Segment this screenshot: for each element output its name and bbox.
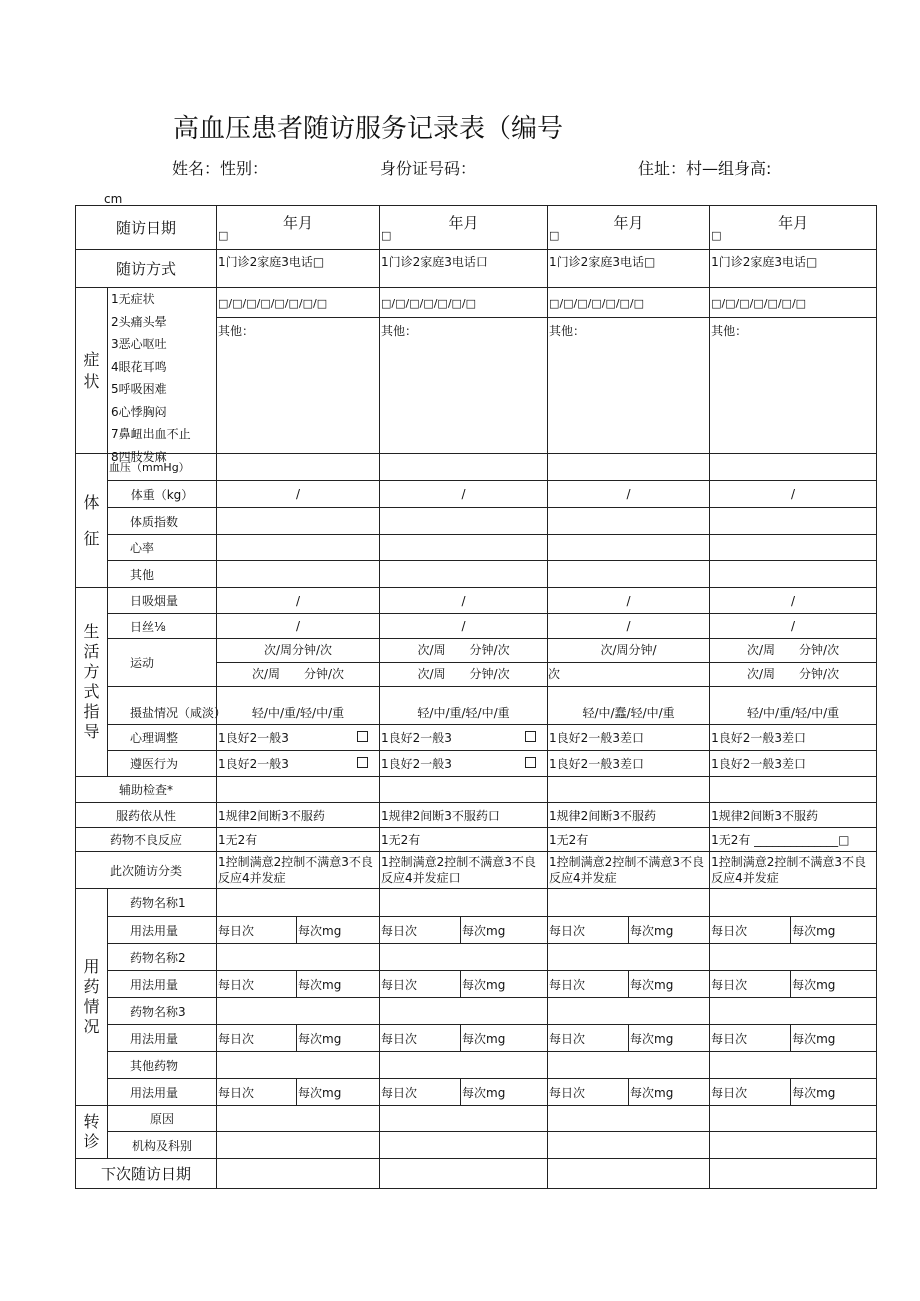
aux-exam-cell — [380, 777, 548, 803]
behavior-text: 1良好2一般3差口 — [711, 757, 806, 771]
next-date-cell — [548, 1159, 710, 1189]
date-text: 年月 — [283, 213, 314, 232]
symptom-group-label: 症 状 — [83, 349, 100, 391]
label-bmi: 体质指数 — [108, 508, 217, 535]
symptom-item: 5呼吸困难 — [111, 382, 167, 396]
usage-daily-cell: 每日次 — [217, 971, 297, 998]
drug-name-cell — [710, 1052, 877, 1079]
usage-daily-cell: 每日次 — [217, 1025, 297, 1052]
visit-date-cell — [217, 206, 380, 250]
usage-daily-cell: 每日次 — [380, 1025, 461, 1052]
drug-name-cell — [217, 1052, 380, 1079]
symptom-item: 8四肢发麻 — [111, 449, 167, 464]
reason-cell — [710, 1106, 877, 1132]
usage-dose-cell: 每次mg — [297, 1079, 380, 1106]
symptom-other: 其他： — [380, 318, 548, 454]
exercise-current: 次/周 分钟/次 — [380, 639, 547, 663]
table-row — [76, 725, 877, 751]
symptom-list — [108, 288, 217, 464]
psych-text: 1良好2一般3差口 — [549, 731, 644, 745]
checkbox-glyph: □ — [381, 228, 392, 242]
symptom-checks-text: □/□/□/□/□/□/□ — [711, 296, 807, 310]
exercise-cell — [548, 639, 710, 687]
label-smoking: 日吸烟量 — [108, 588, 217, 614]
symptom-item: 2头痛头晕 — [111, 314, 167, 329]
symptom-other: 其他： — [548, 318, 710, 454]
bmi-cell — [710, 508, 877, 535]
aux-exam-cell — [217, 777, 380, 803]
label-exercise: 运动 — [108, 639, 217, 687]
heart-rate-cell — [548, 535, 710, 561]
table-row — [76, 998, 877, 1025]
table-row — [76, 1052, 877, 1079]
usage-dose-cell: 每次mg — [629, 1079, 710, 1106]
reason-cell — [217, 1106, 380, 1132]
table-row — [76, 1132, 877, 1159]
behavior-cell — [548, 751, 710, 777]
heart-rate-cell — [380, 535, 548, 561]
exercise-current: 次/周 分钟/次 — [710, 639, 876, 663]
referral-group-label: 转 诊 — [83, 1112, 100, 1151]
table-row — [76, 481, 877, 508]
usage-daily-cell: 每日次 — [380, 917, 461, 944]
visit-method-cell: 1门诊2家庭3电话□ — [217, 250, 380, 288]
table-row — [76, 687, 877, 725]
label-other-sign: 其他 — [108, 561, 217, 588]
other-sign-cell — [548, 561, 710, 588]
exercise-current: 次/周分钟/ — [548, 639, 709, 663]
visit-method-cell: 1门诊2家庭3电话□ — [548, 250, 710, 288]
exercise-cell — [710, 639, 877, 687]
symptom-item: 1无症状 — [111, 292, 155, 306]
usage-daily-cell: 每日次 — [710, 1079, 791, 1106]
table-row — [76, 1079, 877, 1106]
bp-cell — [380, 454, 548, 481]
med-compliance-cell: 1规律2间断3不服药 — [710, 803, 877, 828]
drug-name-cell — [548, 944, 710, 971]
label-usage: 用法用量 — [108, 1025, 217, 1052]
table-row — [76, 206, 877, 250]
med-compliance-cell: 1规律2间断3不服药 — [548, 803, 710, 828]
table-row — [76, 1159, 877, 1189]
table-row — [76, 828, 877, 852]
drug-name-cell — [217, 998, 380, 1025]
exercise-target: 次/周 分钟/次 — [417, 667, 510, 681]
aux-exam-cell — [548, 777, 710, 803]
exercise-current: 次/周分钟/次 — [217, 639, 379, 663]
table-row — [76, 614, 877, 639]
label-drug2: 药物名称2 — [108, 944, 217, 971]
usage-dose-cell: 每次mg — [629, 1025, 710, 1052]
bp-cell — [548, 454, 710, 481]
followup-table — [75, 205, 877, 1189]
med-compliance-cell: 1规律2间断3不服药口 — [380, 803, 548, 828]
table-row — [76, 944, 877, 971]
bmi-cell — [548, 508, 710, 535]
drug-name-cell — [710, 889, 877, 917]
psych-text: 1良好2一般3差口 — [711, 731, 806, 745]
usage-daily-cell: 每日次 — [548, 917, 629, 944]
institution-cell — [380, 1132, 548, 1159]
visit-date-cell — [380, 206, 548, 250]
usage-dose-cell: 每次mg — [297, 971, 380, 998]
usage-daily-cell: 每日次 — [548, 971, 629, 998]
heart-rate-cell — [710, 535, 877, 561]
classification-text: 1控制满意2控制不满意3不良反应4并发症 — [711, 855, 866, 885]
group-medication — [76, 889, 108, 1106]
usage-daily-cell: 每日次 — [217, 917, 297, 944]
drug-name-cell — [548, 889, 710, 917]
symptom-checks-text: □/□/□/□/□/□/□ — [381, 296, 477, 310]
table-row — [76, 508, 877, 535]
usage-dose-cell: 每次mg — [461, 971, 548, 998]
weight-cell: / — [217, 481, 380, 508]
bmi-cell — [380, 508, 548, 535]
usage-dose-cell: 每次mg — [461, 917, 548, 944]
height-unit: cm — [104, 192, 123, 206]
usage-dose-cell: 每次mg — [297, 917, 380, 944]
other-sign-cell — [710, 561, 877, 588]
other-sign-cell — [217, 561, 380, 588]
salt-cell: 轻/中/重/轻/中/重 — [710, 687, 877, 725]
drug-name-cell — [548, 998, 710, 1025]
table-row — [76, 561, 877, 588]
checkbox-square — [525, 731, 536, 742]
drug-name-cell — [380, 944, 548, 971]
checkbox-square — [525, 757, 536, 768]
salt-cell: 轻/中/重/轻/中/重 — [380, 687, 548, 725]
label-usage: 用法用量 — [108, 1079, 217, 1106]
bp-cell — [217, 454, 380, 481]
psych-cell — [710, 725, 877, 751]
usage-daily-cell: 每日次 — [380, 1079, 461, 1106]
symptom-item: 7鼻衄出血不止 — [111, 427, 191, 441]
label-salt: 摄盐情况（咸淡） — [108, 687, 217, 725]
symptom-checks — [548, 288, 710, 318]
next-date-cell — [217, 1159, 380, 1189]
label-heart-rate: 心率 — [108, 535, 217, 561]
other-sign-cell — [380, 561, 548, 588]
sign-group-label: 体 征 — [83, 492, 100, 548]
drug-name-cell — [548, 1052, 710, 1079]
date-text: 年月 — [613, 213, 644, 232]
label-usage: 用法用量 — [108, 917, 217, 944]
checkbox-glyph: □ — [711, 228, 722, 242]
classification-text: 1控制满意2控制不满意3不良反应4并发症口 — [381, 855, 536, 885]
label-next-date: 下次随访日期 — [76, 1159, 217, 1189]
usage-dose-cell: 每次mg — [461, 1079, 548, 1106]
drug-name-cell — [380, 1052, 548, 1079]
usage-daily-cell: 每日次 — [548, 1025, 629, 1052]
psych-cell — [217, 725, 380, 751]
visit-date-cell — [710, 206, 877, 250]
symptom-checks-text: □/□/□/□/□/□/□ — [549, 296, 645, 310]
symptom-item: 4眼花耳鸣 — [111, 359, 167, 374]
drinking-cell: / — [548, 614, 710, 639]
exercise-target: 次/周 分钟/次 — [747, 667, 840, 681]
smoking-cell: / — [380, 588, 548, 614]
table-row — [76, 1106, 877, 1132]
classification-cell — [710, 852, 877, 889]
adverse-cell: 1无2有 — [380, 828, 548, 852]
usage-daily-cell: 每日次 — [217, 1079, 297, 1106]
behavior-text: 1良好2一般3 — [218, 757, 289, 771]
symptom-other: 其他： — [217, 318, 380, 454]
psych-cell — [548, 725, 710, 751]
salt-cell: 轻/中/蠢/轻/中/重 — [548, 687, 710, 725]
bp-cell — [710, 454, 877, 481]
table-row — [76, 803, 877, 828]
usage-dose-cell: 每次mg — [791, 1079, 877, 1106]
usage-daily-cell: 每日次 — [710, 1025, 791, 1052]
group-referral — [76, 1106, 108, 1159]
group-symptom — [76, 288, 108, 454]
symptom-checks — [380, 288, 548, 318]
exercise-cell — [380, 639, 548, 687]
lifestyle-group-label: 生 活 方 式 指 导 — [83, 622, 100, 741]
table-row — [76, 288, 877, 318]
label-classification: 此次随访分类 — [76, 852, 217, 889]
label-visit-date: 随访日期 — [76, 206, 217, 250]
classification-text: 1控制满意2控制不满意3不良反应4并发症 — [549, 855, 704, 885]
label-aux-exam: 辅助检查* — [76, 777, 217, 803]
adverse-cell: 1无2有 — [548, 828, 710, 852]
visit-date-cell — [548, 206, 710, 250]
weight-cell: / — [380, 481, 548, 508]
table-row — [76, 889, 877, 917]
usage-daily-cell: 每日次 — [710, 917, 791, 944]
table-row — [76, 777, 877, 803]
usage-dose-cell: 每次mg — [629, 971, 710, 998]
drug-name-cell — [710, 944, 877, 971]
smoking-cell: / — [217, 588, 380, 614]
symptom-checks-text: □/□/□/□/□/□/□/□ — [218, 296, 328, 310]
institution-cell — [217, 1132, 380, 1159]
label-reason: 原因 — [108, 1106, 217, 1132]
date-text: 年月 — [448, 213, 479, 232]
group-signs — [76, 454, 108, 588]
table-row — [76, 1025, 877, 1052]
label-drinking: 日丝⅛ — [108, 614, 217, 639]
table-row — [76, 917, 877, 944]
aux-exam-cell — [710, 777, 877, 803]
table-row — [76, 971, 877, 998]
label-med-compliance: 服药依从性 — [76, 803, 217, 828]
date-text: 年月 — [778, 213, 809, 232]
label-bp: 血压（mmHg） — [108, 454, 217, 481]
address-height-field: 住址：村—组身高: — [638, 159, 772, 178]
behavior-cell — [380, 751, 548, 777]
next-date-cell — [380, 1159, 548, 1189]
behavior-text: 1良好2一般3 — [381, 757, 452, 771]
symptom-checks — [710, 288, 877, 318]
symptom-other: 其他： — [710, 318, 877, 454]
salt-cell: 轻/中/重/轻/中/重 — [217, 687, 380, 725]
usage-dose-cell: 每次mg — [791, 917, 877, 944]
weight-cell: / — [548, 481, 710, 508]
medication-group-label: 用 药 情 况 — [83, 957, 100, 1036]
adverse-cell: 1无2有 ______________□ — [710, 828, 877, 852]
checkbox-square — [357, 757, 368, 768]
visit-method-cell: 1门诊2家庭3电话□ — [710, 250, 877, 288]
drinking-cell: / — [710, 614, 877, 639]
symptom-checks — [217, 288, 380, 318]
label-behavior: 遵医行为 — [108, 751, 217, 777]
next-date-cell — [710, 1159, 877, 1189]
drug-name-cell — [380, 889, 548, 917]
reason-cell — [380, 1106, 548, 1132]
exercise-cell — [217, 639, 380, 687]
institution-cell — [710, 1132, 877, 1159]
visit-method-cell: 1门诊2家庭3电话口 — [380, 250, 548, 288]
label-psych: 心理调整 — [108, 725, 217, 751]
adverse-cell: 1无2有 — [217, 828, 380, 852]
usage-dose-cell: 每次mg — [791, 1025, 877, 1052]
drug-name-cell — [217, 889, 380, 917]
heart-rate-cell — [217, 535, 380, 561]
name-gender-field: 姓名：性别： — [172, 159, 269, 178]
label-weight: 体重（kg） — [108, 481, 217, 508]
checkbox-glyph: □ — [218, 228, 229, 242]
id-number-field: 身份证号码： — [380, 159, 477, 178]
classification-text: 1控制满意2控制不满意3不良反应4并发症 — [218, 855, 373, 885]
table-row — [76, 454, 877, 481]
label-visit-method: 随访方式 — [76, 250, 217, 288]
drinking-cell: / — [217, 614, 380, 639]
usage-daily-cell: 每日次 — [710, 971, 791, 998]
drinking-cell: / — [380, 614, 548, 639]
psych-text: 1良好2一般3 — [381, 731, 452, 745]
smoking-cell: / — [548, 588, 710, 614]
med-compliance-cell: 1规律2间断3不服药 — [217, 803, 380, 828]
drug-name-cell — [217, 944, 380, 971]
institution-cell — [548, 1132, 710, 1159]
psych-text: 1良好2一般3 — [218, 731, 289, 745]
smoking-cell: / — [710, 588, 877, 614]
group-lifestyle — [76, 588, 108, 777]
label-usage: 用法用量 — [108, 971, 217, 998]
table-row — [76, 852, 877, 889]
label-adverse: 药物不良反应 — [76, 828, 217, 852]
classification-cell — [217, 852, 380, 889]
behavior-cell — [217, 751, 380, 777]
drug-name-cell — [710, 998, 877, 1025]
behavior-text: 1良好2一般3差口 — [549, 757, 644, 771]
usage-dose-cell: 每次mg — [461, 1025, 548, 1052]
symptom-item: 6心悸胸闷 — [111, 404, 167, 419]
bmi-cell — [217, 508, 380, 535]
reason-cell — [548, 1106, 710, 1132]
symptom-item: 3恶心呕吐 — [111, 337, 167, 351]
psych-cell — [380, 725, 548, 751]
table-row — [76, 639, 877, 687]
usage-dose-cell: 每次mg — [791, 971, 877, 998]
table-row — [76, 535, 877, 561]
usage-daily-cell: 每日次 — [548, 1079, 629, 1106]
usage-daily-cell: 每日次 — [380, 971, 461, 998]
classification-cell — [548, 852, 710, 889]
exercise-target: 次 — [548, 667, 561, 681]
drug-name-cell — [380, 998, 548, 1025]
checkbox-square — [357, 731, 368, 742]
form-title: 高血压患者随访服务记录表（编号 — [173, 114, 564, 144]
label-institution: 机构及科别 — [108, 1132, 217, 1159]
table-row — [76, 588, 877, 614]
table-row — [76, 751, 877, 777]
classification-cell — [380, 852, 548, 889]
label-other-drug: 其他药物 — [108, 1052, 217, 1079]
usage-dose-cell: 每次mg — [297, 1025, 380, 1052]
usage-dose-cell: 每次mg — [629, 917, 710, 944]
weight-cell: / — [710, 481, 877, 508]
exercise-target: 次/周 分钟/次 — [251, 667, 345, 681]
table-row — [76, 250, 877, 288]
checkbox-glyph: □ — [549, 228, 560, 242]
label-drug3: 药物名称3 — [108, 998, 217, 1025]
label-drug1: 药物名称1 — [108, 889, 217, 917]
behavior-cell — [710, 751, 877, 777]
